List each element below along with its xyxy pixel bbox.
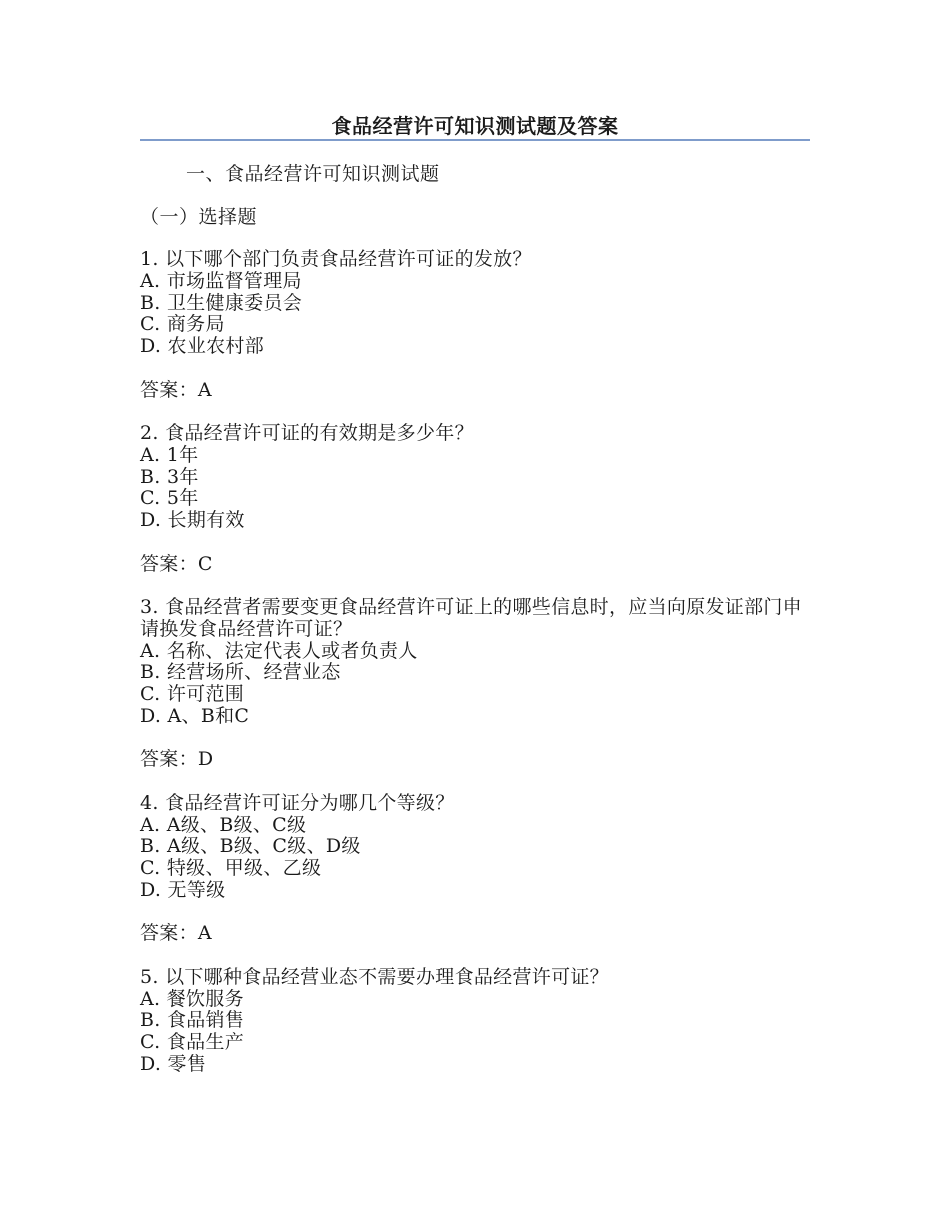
option-c: C. 商务局 — [140, 313, 225, 336]
question-3 — [140, 597, 810, 771]
option-c: C. 特级、甲级、乙级 — [140, 857, 322, 879]
question-text: 3. 食品经营者需要变更食品经营许可证上的哪些信息时，应当向原发证部门申请换发食品经营许可证？ — [140, 596, 802, 640]
question-5 — [140, 967, 810, 1076]
section-heading: 一、食品经营许可知识测试题 — [186, 163, 440, 185]
question-2 — [140, 423, 810, 575]
question-1 — [140, 249, 810, 401]
option-d: D. 无等级 — [140, 878, 226, 901]
option-c: C. 食品生产 — [140, 1031, 245, 1053]
option-d: D. 零售 — [140, 1052, 207, 1075]
document-title: 食品经营许可知识测试题及答案 — [331, 114, 619, 138]
question-4 — [140, 793, 810, 945]
title-underline — [140, 139, 810, 141]
answer: 答案：D — [140, 748, 214, 771]
question-text: 4. 食品经营许可证分为哪几个等级？ — [140, 791, 455, 814]
subsection-heading: （一）选择题 — [140, 206, 258, 228]
option-c: C. 许可范围 — [140, 683, 245, 705]
option-a: A. 餐饮服务 — [140, 987, 244, 1010]
option-b: B. 食品销售 — [140, 1009, 245, 1032]
option-b: B. A级、B级、C级、D级 — [140, 835, 361, 858]
option-a: A. A级、B级、C级 — [140, 813, 307, 836]
answer: 答案：A — [140, 378, 212, 401]
option-a: A. 市场监督管理局 — [140, 269, 302, 292]
answer: 答案：C — [140, 552, 213, 575]
answer: 答案：A — [140, 922, 212, 945]
option-c: C. 5年 — [140, 487, 199, 510]
option-a: A. 1年 — [140, 443, 199, 466]
question-list — [140, 249, 810, 1076]
option-d: D. 长期有效 — [140, 509, 245, 531]
question-text: 1. 以下哪个部门负责食品经营许可证的发放？ — [140, 248, 532, 270]
option-a: A. 名称、法定代表人或者负责人 — [140, 639, 418, 662]
option-d: D. 农业农村部 — [140, 335, 265, 357]
option-b: B. 卫生健康委员会 — [140, 291, 303, 314]
question-text: 5. 以下哪种食品经营业态不需要办理食品经营许可证？ — [140, 965, 609, 988]
option-b: B. 3年 — [140, 465, 199, 488]
question-text: 2. 食品经营许可证的有效期是多少年？ — [140, 422, 474, 444]
option-d: D. A、B和C — [140, 704, 250, 727]
option-b: B. 经营场所、经营业态 — [140, 661, 341, 684]
